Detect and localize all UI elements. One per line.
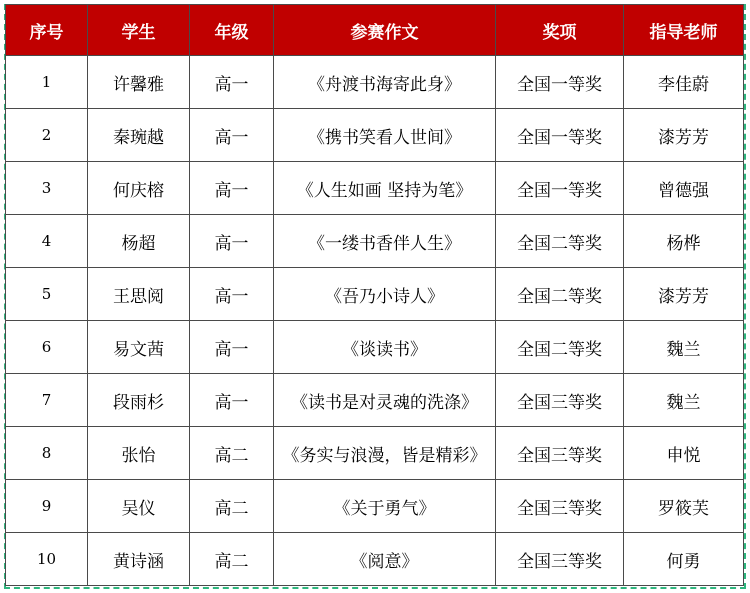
cell-advisor: 杨桦 <box>624 215 744 268</box>
cell-essay: 《阅意》 <box>274 533 496 586</box>
cell-student: 何庆榕 <box>88 162 190 215</box>
cell-award: 全国三等奖 <box>496 533 624 586</box>
cell-grade: 高一 <box>190 215 274 268</box>
cell-essay: 《读书是对灵魂的洗涤》 <box>274 374 496 427</box>
cell-index: 7 <box>6 374 88 427</box>
cell-grade: 高一 <box>190 109 274 162</box>
cell-advisor: 魏兰 <box>624 374 744 427</box>
table-row <box>6 215 744 268</box>
cell-essay: 《携书笑看人世间》 <box>274 109 496 162</box>
cell-student: 杨超 <box>88 215 190 268</box>
cell-essay: 《谈读书》 <box>274 321 496 374</box>
cell-index: 2 <box>6 109 88 162</box>
header-advisor: 指导老师 <box>624 5 744 56</box>
cell-student: 易文茜 <box>88 321 190 374</box>
header-student: 学生 <box>88 5 190 56</box>
cell-advisor: 罗筱芙 <box>624 480 744 533</box>
cell-award: 全国三等奖 <box>496 374 624 427</box>
table-row <box>6 56 744 109</box>
cell-award: 全国一等奖 <box>496 109 624 162</box>
cell-essay: 《关于勇气》 <box>274 480 496 533</box>
table-row <box>6 480 744 533</box>
cell-advisor: 漆芳芳 <box>624 109 744 162</box>
cell-award: 全国二等奖 <box>496 215 624 268</box>
cell-grade: 高二 <box>190 480 274 533</box>
table-row <box>6 321 744 374</box>
cell-essay: 《吾乃小诗人》 <box>274 268 496 321</box>
cell-award: 全国一等奖 <box>496 56 624 109</box>
cell-student: 黄诗涵 <box>88 533 190 586</box>
table-row <box>6 374 744 427</box>
cell-grade: 高一 <box>190 374 274 427</box>
cell-advisor: 魏兰 <box>624 321 744 374</box>
cell-grade: 高一 <box>190 321 274 374</box>
header-award: 奖项 <box>496 5 624 56</box>
cell-advisor: 曾德强 <box>624 162 744 215</box>
cell-award: 全国二等奖 <box>496 268 624 321</box>
table-row <box>6 162 744 215</box>
cell-index: 1 <box>6 56 88 109</box>
cell-grade: 高二 <box>190 427 274 480</box>
cell-award: 全国三等奖 <box>496 480 624 533</box>
cell-index: 6 <box>6 321 88 374</box>
cell-advisor: 漆芳芳 <box>624 268 744 321</box>
cell-grade: 高一 <box>190 162 274 215</box>
cell-advisor: 何勇 <box>624 533 744 586</box>
header-grade: 年级 <box>190 5 274 56</box>
table-row <box>6 109 744 162</box>
cell-index: 5 <box>6 268 88 321</box>
table-row <box>6 427 744 480</box>
header-index: 序号 <box>6 5 88 56</box>
cell-award: 全国一等奖 <box>496 162 624 215</box>
header-row <box>6 5 744 56</box>
awards-table <box>5 4 744 586</box>
header-essay: 参赛作文 <box>274 5 496 56</box>
cell-student: 王思阅 <box>88 268 190 321</box>
cell-index: 9 <box>6 480 88 533</box>
cell-advisor: 李佳蔚 <box>624 56 744 109</box>
table-row <box>6 533 744 586</box>
cell-essay: 《务实与浪漫，皆是精彩》 <box>274 427 496 480</box>
cell-student: 许馨雅 <box>88 56 190 109</box>
cell-essay: 《舟渡书海寄此身》 <box>274 56 496 109</box>
cell-award: 全国二等奖 <box>496 321 624 374</box>
cell-essay: 《一缕书香伴人生》 <box>274 215 496 268</box>
cell-index: 3 <box>6 162 88 215</box>
cell-index: 4 <box>6 215 88 268</box>
cell-grade: 高一 <box>190 268 274 321</box>
cell-award: 全国三等奖 <box>496 427 624 480</box>
cell-grade: 高二 <box>190 533 274 586</box>
cell-advisor: 申悦 <box>624 427 744 480</box>
cell-student: 秦琬越 <box>88 109 190 162</box>
cell-student: 张怡 <box>88 427 190 480</box>
cell-index: 10 <box>6 533 88 586</box>
cell-essay: 《人生如画 坚持为笔》 <box>274 162 496 215</box>
cell-student: 段雨杉 <box>88 374 190 427</box>
cell-grade: 高一 <box>190 56 274 109</box>
table-row <box>6 268 744 321</box>
cell-index: 8 <box>6 427 88 480</box>
cell-student: 吴仪 <box>88 480 190 533</box>
